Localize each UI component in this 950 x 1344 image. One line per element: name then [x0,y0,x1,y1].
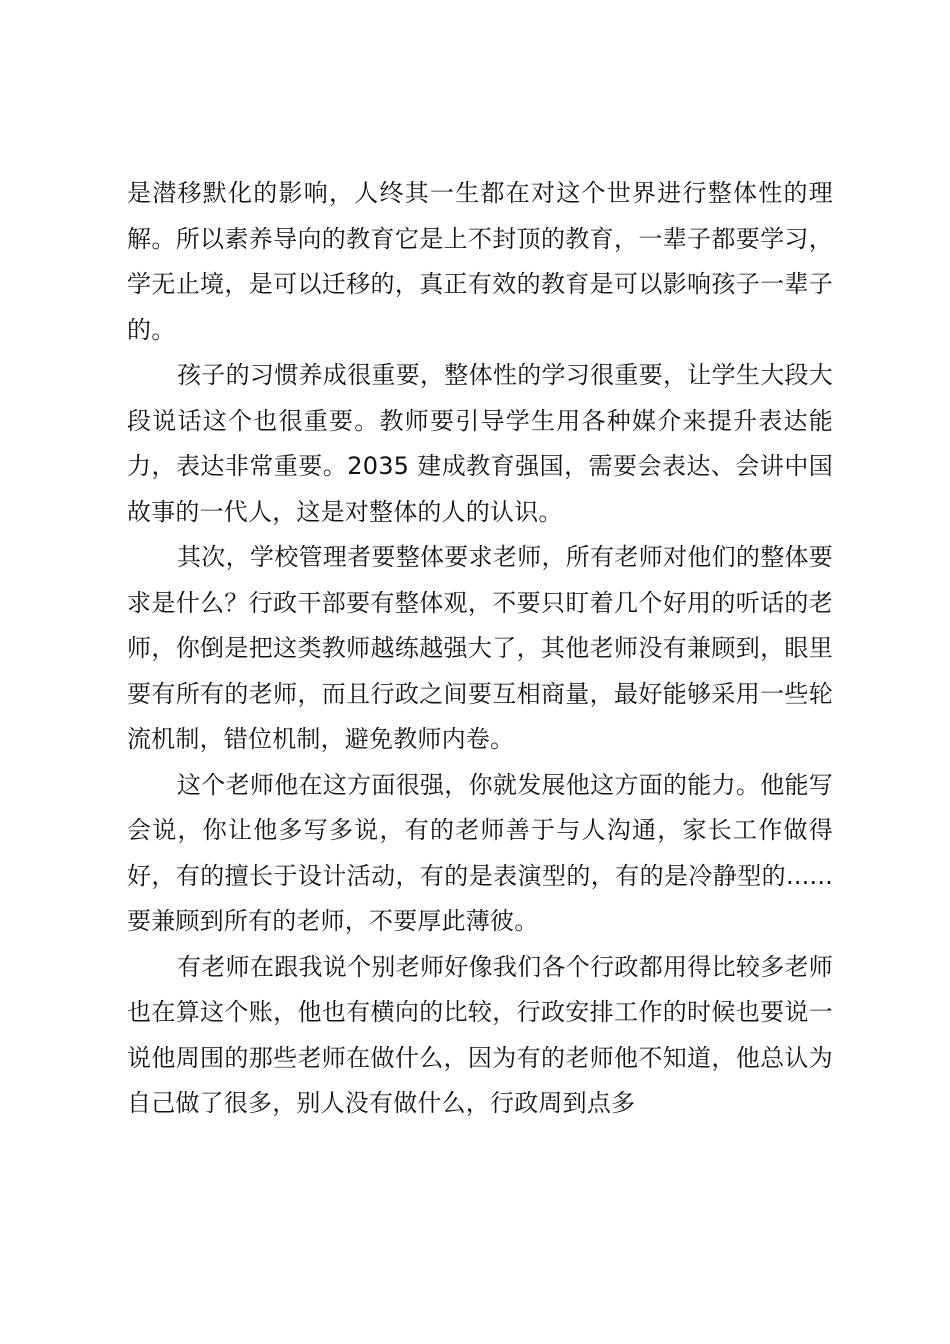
paragraph-1: 是潜移默化的影响，人终其一生都在对这个世界进行整体性的理解。所以素养导向的教育它是上不封顶的教育，一辈子都要学习，学无止境，是可以迁移的，真正有效的教育是可以影响孩子一辈子的。 [127,179,833,344]
paragraph-3: 其次，学校管理者要整体要求老师，所有老师对他们的整体要求是什么？行政干部要有整体观，不要只盯着几个好用的听话的老师，你倒是把这类教师越练越强大了，其他老师没有兼顾到，眼里要有所有的老师，而且行政之间要互相商量，最好能够采用一些轮流机制，错位机制，避免教师内卷。 [127,543,833,753]
paragraph-4: 这个老师他在这方面很强，你就发展他这方面的能力。他能写会说，你让他多写多说，有的老师善于与人沟通，家长工作做得好，有的擅长于设计活动，有的是表演型的，有的是冷静型的......要兼顾到所有的老师，不要厚此薄彼。 [127,770,833,935]
document-body [127,171,833,1127]
paragraph-5: 有老师在跟我说个别老师好像我们各个行政都用得比较多老师也在算这个账，他也有横向的比较，行政安排工作的时候也要说一说他周围的那些老师在做什么，因为有的老师他不知道，他总认为自己做了很多，别人没有做什么，行政周到点多 [127,952,833,1117]
paragraph-2: 孩子的习惯养成很重要，整体性的学习很重要，让学生大段大段说话这个也很重要。教师要引导学生用各种媒介来提升表达能力，表达非常重要。2035 建成教育强国，需要会表达、会讲中国故事的一代人，这是对整体的人的认识。 [127,361,833,526]
